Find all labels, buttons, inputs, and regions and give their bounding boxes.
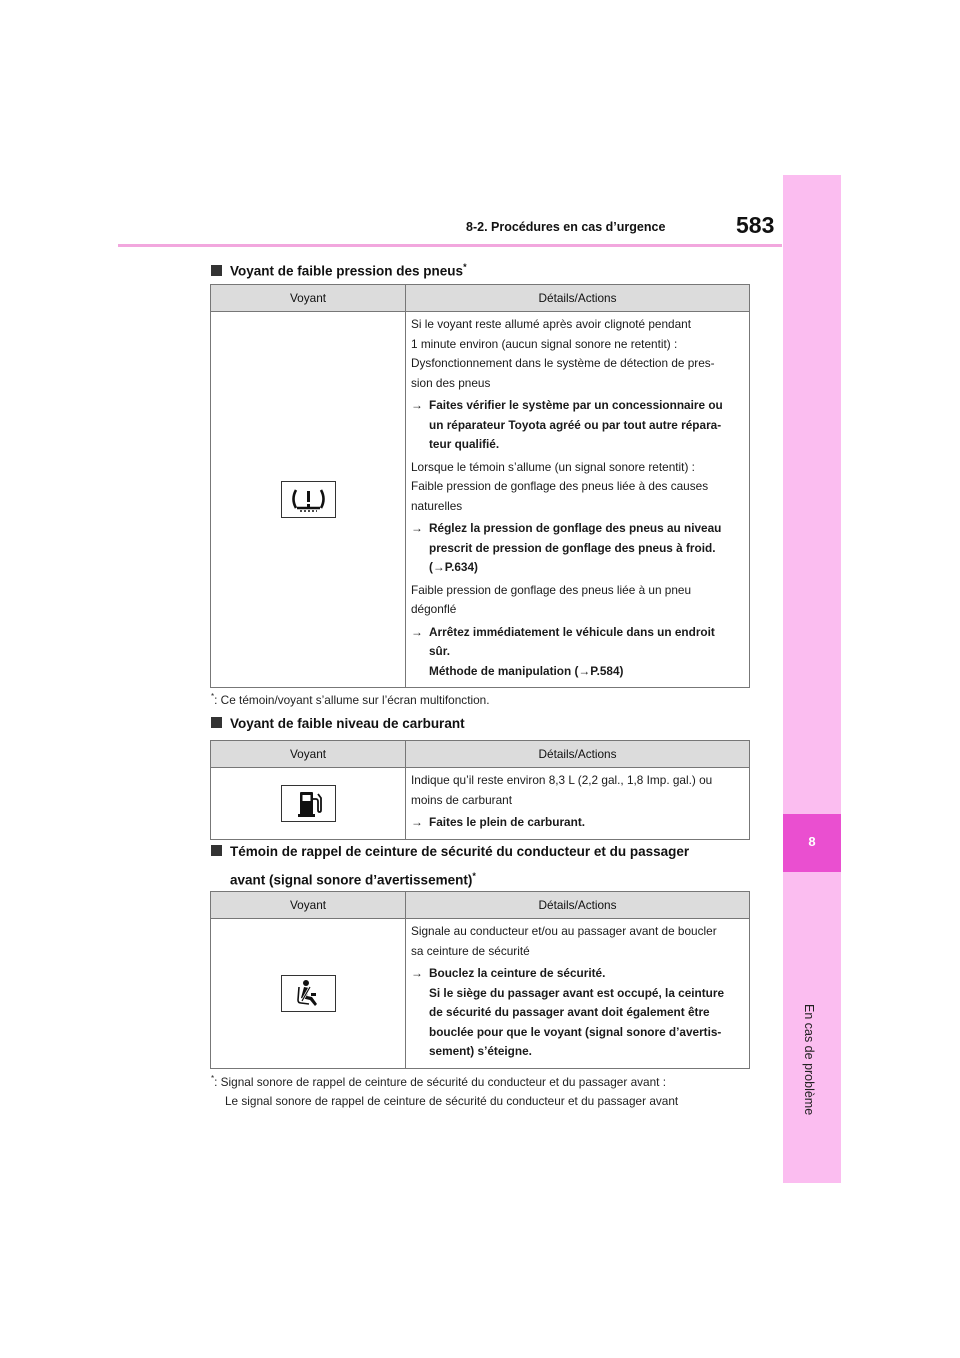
section-title-text: Voyant de faible pression des pneus xyxy=(230,263,464,279)
detail-text: Si le voyant reste allumé après avoir clignoté pendant xyxy=(411,317,692,331)
action-text: sûr. xyxy=(429,644,450,658)
indicator-cell xyxy=(211,312,406,688)
indicator-table-tire-pressure xyxy=(210,284,750,688)
action-item xyxy=(411,519,741,578)
action-item xyxy=(411,964,741,1062)
detail-text: Dysfonctionnement dans le système de détection de pres- xyxy=(411,356,715,370)
detail-text: sa ceinture de sécurité xyxy=(411,943,530,958)
chapter-title: 8-2. Procédures en cas d’urgence xyxy=(466,220,666,234)
tire-pressure-warning-icon xyxy=(281,481,336,518)
action-text: un réparateur Toyota agréé ou par tout autre répara- xyxy=(429,417,722,432)
indicator-cell xyxy=(211,768,406,840)
section-bullet xyxy=(211,717,222,728)
detail-text: Faible pression de gonflage des pneus liée à un pneu xyxy=(411,582,692,597)
action-text: teur qualifié. xyxy=(429,437,500,451)
arrow-icon: → xyxy=(411,815,423,829)
page-number: 583 xyxy=(736,212,775,238)
footnote-seatbelt xyxy=(211,1069,678,1111)
side-tab-label: En cas de problème xyxy=(802,1004,816,1116)
column-header-indicator: Voyant xyxy=(211,741,406,768)
column-header-indicator: Voyant xyxy=(211,285,406,312)
detail-text: Signale au conducteur et/ou au passager avant de boucler xyxy=(411,924,717,938)
action-text: Arrêtez immédiatement le véhicule dans un endroit xyxy=(429,624,715,639)
arrow-icon: → xyxy=(411,966,423,980)
footnote-text: Le signal sonore de rappel de ceinture de sécurité du conducteur et du passager avant xyxy=(225,1093,679,1108)
side-tab-number: 8 xyxy=(808,834,816,849)
action-text: sement) s’éteigne. xyxy=(429,1044,532,1058)
detail-text: Indique qu’il reste environ 8,3 L (2,2 gal., 1,8 Imp. gal.) ou xyxy=(411,773,713,787)
section-bullet xyxy=(211,845,222,856)
arrow-icon: → xyxy=(411,398,423,412)
detail-text: naturelles xyxy=(411,498,463,513)
detail-text: sion des pneus xyxy=(411,375,491,390)
detail-text: Lorsque le témoin s’allume (un signal sonore retentit) : xyxy=(411,459,695,474)
footnote-mark: * xyxy=(211,692,215,701)
detail-text: dégonflé xyxy=(411,602,457,616)
action-text: Si le siège du passager avant est occupé, la ceinture xyxy=(429,985,725,1000)
action-text: de sécurité du passager avant doit également être xyxy=(429,1005,710,1019)
column-header-details: Détails/Actions xyxy=(406,892,750,919)
footnote-text: : Ce témoin/voyant s’allume sur l’écran multifonction. xyxy=(214,692,490,707)
section-title-fuel xyxy=(211,713,465,735)
fuel-pump-icon xyxy=(281,785,336,822)
detail-text: Faible pression de gonflage des pneus liée à des causes xyxy=(411,479,709,493)
section-title-text: avant (signal sonore d’avertissement) xyxy=(230,872,473,888)
action-text: prescrit de pression de gonflage des pneus à froid. xyxy=(429,540,716,555)
action-text: Faites vérifier le système par un concessionnaire ou xyxy=(429,398,723,412)
page-reference-link[interactable]: Méthode de manipulation (→P.584) xyxy=(429,663,624,678)
action-item xyxy=(411,623,741,682)
seatbelt-reminder-icon xyxy=(281,975,336,1012)
arrow-icon: → xyxy=(411,521,423,535)
details-cell xyxy=(406,768,750,840)
action-item xyxy=(411,813,741,833)
column-header-details: Détails/Actions xyxy=(406,285,750,312)
action-text: Réglez la pression de gonflage des pneus au niveau xyxy=(429,521,722,535)
page-reference-link[interactable]: (→P.634) xyxy=(429,560,478,574)
detail-text: moins de carburant xyxy=(411,792,512,807)
section-title-text: Voyant de faible niveau de carburant xyxy=(230,716,465,731)
indicator-cell xyxy=(211,919,406,1069)
indicator-table-fuel xyxy=(210,740,750,840)
header-divider xyxy=(118,244,782,247)
footnote-text: : Signal sonore de rappel de ceinture de sécurité du conducteur et du passager avant : xyxy=(214,1074,666,1089)
indicator-table-seatbelt xyxy=(210,891,750,1069)
section-title-tire-pressure xyxy=(211,256,467,283)
footnote-mark: * xyxy=(463,262,467,272)
column-header-indicator: Voyant xyxy=(211,892,406,919)
footnote-mark: * xyxy=(211,1074,215,1083)
details-cell xyxy=(406,312,750,688)
section-bullet xyxy=(211,265,222,276)
action-item xyxy=(411,396,741,455)
column-header-details: Détails/Actions xyxy=(406,741,750,768)
section-title-text: Témoin de rappel de ceinture de sécurité du conducteur et du passager xyxy=(230,844,690,859)
action-text: Bouclez la ceinture de sécurité. xyxy=(429,966,606,980)
footnote-mark: * xyxy=(472,871,476,881)
action-text: bouclée pour que le voyant (signal sonore d’avertis- xyxy=(429,1024,722,1039)
action-text: Faites le plein de carburant. xyxy=(429,815,586,829)
section-title-seatbelt xyxy=(211,841,689,892)
arrow-icon: → xyxy=(411,624,423,639)
details-cell xyxy=(406,919,750,1069)
footnote-tire-pressure xyxy=(211,687,490,710)
detail-text: 1 minute environ (aucun signal sonore ne retentit) : xyxy=(411,336,678,351)
